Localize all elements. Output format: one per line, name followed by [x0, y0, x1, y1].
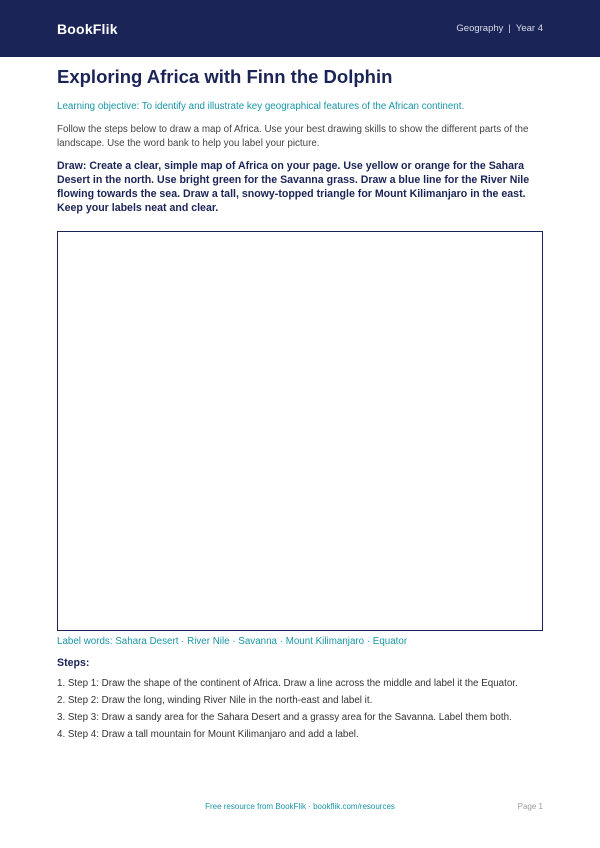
step-item: 4. Step 4: Draw a tall mountain for Mount Kilimanjaro and add a label. [57, 729, 359, 740]
level-label: Year 4 [515, 23, 543, 34]
brand-logo: BookFlik [57, 20, 118, 37]
steps-list [57, 675, 543, 743]
learning-objective: Learning objective: To identify and illustrate key geographical features of the African continent. [57, 101, 465, 112]
steps-heading: Steps: [57, 657, 90, 669]
step-item: 2. Step 2: Draw the long, winding River Nile in the north-east and label it. [57, 695, 373, 706]
intro-text: Follow the steps below to draw a map of Africa. Use your best drawing skills to show the different parts of the landscape. Use the word bank to help you label your picture. [57, 124, 529, 149]
subject-label: Geography [456, 23, 504, 34]
draw-instruction: Draw: Create a clear, simple map of Africa on your page. Use yellow or orange for the Sahara Desert in the north. Use bright green for the Savanna grass. Draw a blue line for the River Nile flowing towards the sea. Draw a tall, snowy-topped triangle for Mount Kilimanjaro in the east. Keep your labels neat and clear. [57, 160, 530, 214]
drawing-area[interactable] [57, 231, 543, 631]
step-item: 1. Step 1: Draw the shape of the continent of Africa. Draw a line across the middle and label it the Equator. [57, 678, 518, 689]
page-title: Exploring Africa with Finn the Dolphin [57, 66, 393, 87]
main-content [57, 66, 543, 215]
page-header [0, 0, 600, 57]
page-number: Page 1 [517, 802, 543, 811]
header-meta [456, 23, 543, 34]
meta-separator: | [508, 23, 511, 34]
label-word-bank: Label words: Sahara Desert · River Nile · Savanna · Mount Kilimanjaro · Equator [57, 636, 408, 647]
footer-resource-link[interactable]: Free resource from BookFlik · bookflik.com/resources [205, 802, 395, 811]
step-item: 3. Step 3: Draw a sandy area for the Sahara Desert and a grassy area for the Savanna. Label them both. [57, 712, 512, 723]
